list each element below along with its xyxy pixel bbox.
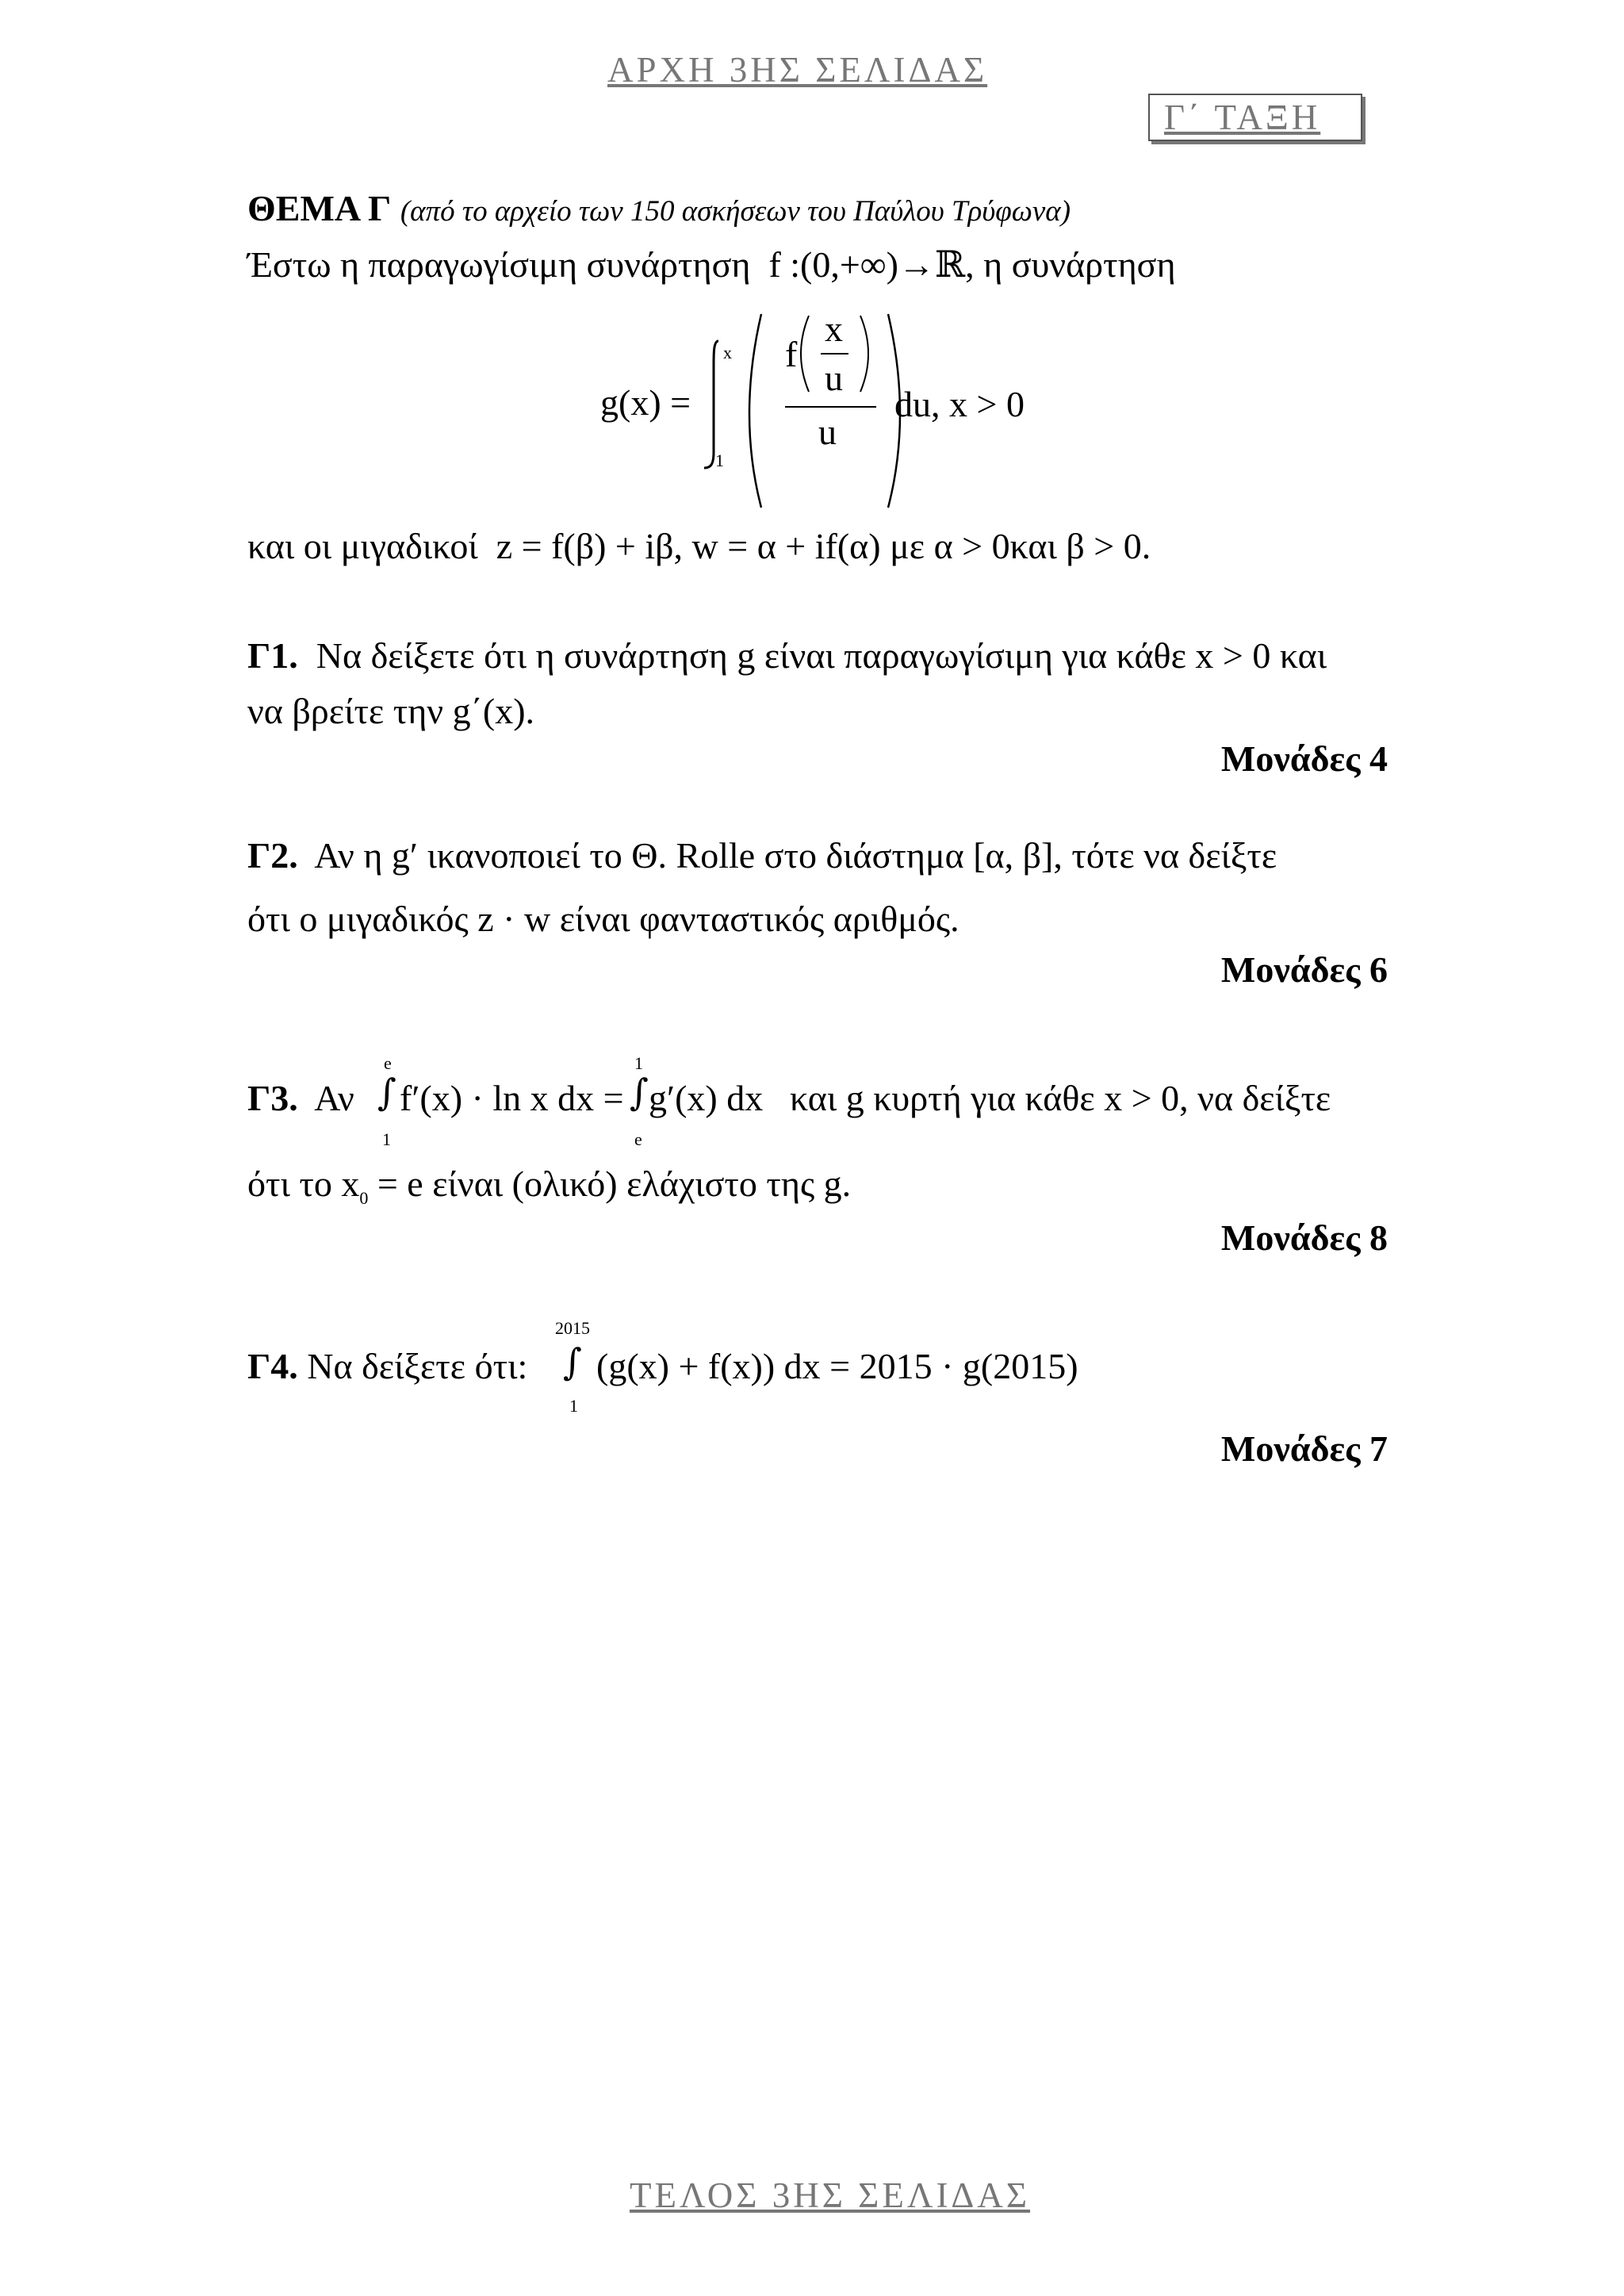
page-header-start: ΑΡΧΗ 3ΗΣ ΣΕΛΙΔΑΣ <box>607 50 988 90</box>
page-footer-end: ΤΕΛΟΣ 3ΗΣ ΣΕΛΙΔΑΣ <box>630 2175 1031 2215</box>
class-label-box <box>1148 94 1362 141</box>
g3-int1-body: f′(x) · ln x dx = <box>400 1078 624 1118</box>
complex-line <box>247 525 1151 567</box>
question-g1-label: Γ1. <box>247 635 298 676</box>
g3-int1-upper: e <box>384 1053 392 1073</box>
question-g3-line2 <box>247 1163 851 1209</box>
question-g2-label: Γ2. <box>247 835 298 876</box>
outer-left-paren <box>749 314 761 508</box>
g-lhs: g(x) = <box>600 382 691 423</box>
question-g3-prefix: Αν <box>314 1078 354 1118</box>
question-g2-marks: Μονάδες 6 <box>1220 949 1388 990</box>
g3-int2-upper: 1 <box>634 1053 643 1073</box>
complex-prefix: και οι μιγαδικοί <box>247 526 478 566</box>
g-den: u <box>818 412 837 452</box>
question-g3-label: Γ3. <box>247 1078 298 1118</box>
question-g1-line2: να βρείτε την g΄(x). <box>247 691 535 731</box>
intro-line <box>247 243 1176 286</box>
g4-int-upper: 2015 <box>555 1318 590 1338</box>
question-g2-line2: ότι ο μιγαδικός z · w είναι φανταστικός αριθμός. <box>247 899 959 939</box>
intro-suffix: , η συνάρτηση <box>965 244 1176 285</box>
g-int-upper: x <box>723 343 732 362</box>
g-tail: du, x > 0 <box>894 384 1025 424</box>
complex-math: z = f(β) + iβ, w = α + if(α) <box>496 526 881 566</box>
g4-int-body: (g(x) + f(x)) dx = 2015 · g(2015) <box>596 1346 1078 1386</box>
g3-line2-rest: = e είναι (ολικό) ελάχιστο της g. <box>368 1163 852 1204</box>
g3-int2-body: g′(x) dx <box>649 1078 764 1118</box>
theme-title: ΘΕΜΑ Γ <box>247 188 392 228</box>
question-g4-label: Γ4. <box>247 1346 298 1386</box>
question-g1-text1: Να δείξετε ότι η συνάρτηση g είναι παραγωγίσιμη για κάθε x > 0 και <box>316 635 1327 676</box>
g3-int2-sign: ∫ <box>630 1071 649 1114</box>
question-g2-line1 <box>247 834 1277 876</box>
question-g1-marks: Μονάδες 4 <box>1220 738 1388 779</box>
g3-line2-start: ότι το x <box>247 1163 360 1204</box>
intro-math: f :(0,+∞)→ℝ <box>768 244 966 285</box>
question-g4-head <box>247 1345 527 1387</box>
question-g4-prefix: Να δείξετε ότι: <box>307 1346 528 1386</box>
theme-heading <box>247 187 1071 229</box>
g3-int2-lower: e <box>634 1129 642 1149</box>
question-g1-line1 <box>247 634 1327 677</box>
integral-sign <box>704 341 718 468</box>
g4-int-lower: 1 <box>569 1396 578 1416</box>
g4-int-sign: ∫ <box>563 1340 582 1383</box>
question-g4-marks: Μονάδες 7 <box>1220 1428 1388 1469</box>
theme-source: (από το αρχείο των 150 ασκήσεων του Παύλου Τρύφωνα) <box>400 195 1071 228</box>
question-g3-head <box>247 1077 354 1119</box>
complex-suffix: με α > 0και β > 0. <box>890 526 1151 566</box>
g3-int1-lower: 1 <box>382 1129 391 1149</box>
g-inner-den: u <box>825 358 843 398</box>
g-inner-num: x <box>825 309 843 349</box>
question-g3-marks: Μονάδες 8 <box>1220 1217 1388 1258</box>
g-int-lower: 1 <box>715 450 724 470</box>
intro-prefix: Έστω η παραγωγίσιμη συνάρτηση <box>247 244 751 285</box>
g3-int1-sign: ∫ <box>377 1071 396 1114</box>
inner-left-paren <box>801 316 809 392</box>
class-label: Γ΄ ΤΑΞΗ <box>1164 98 1321 137</box>
g3-suffix: και g κυρτή για κάθε x > 0, να δείξτε <box>790 1078 1331 1118</box>
inner-right-paren <box>860 316 868 392</box>
question-g2-text1: Αν η g′ ικανοποιεί το Θ. Rolle στο διάστημα [α, β], τότε να δείξτε <box>314 835 1277 876</box>
g-num-f: f <box>785 334 798 374</box>
g3-line2-sub: 0 <box>359 1188 369 1209</box>
